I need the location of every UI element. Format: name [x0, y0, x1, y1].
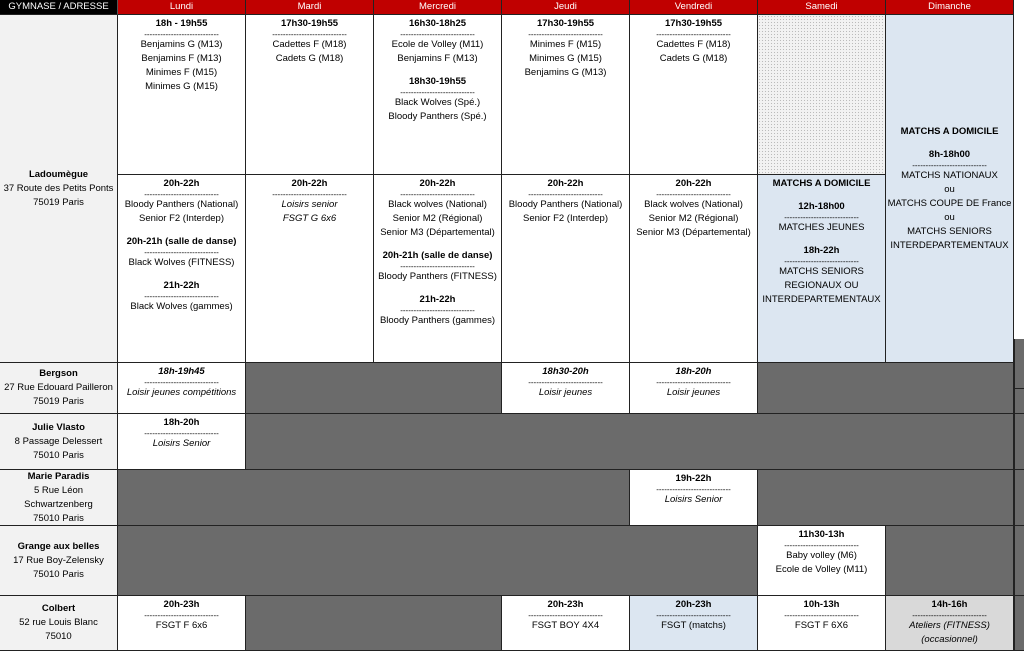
slot-activity: Minimes F (M15) — [145, 67, 218, 78]
slot-spacer — [118, 226, 245, 235]
slot-separator: ---------------------------- — [144, 430, 219, 437]
slot-separator: ---------------------------- — [912, 612, 987, 619]
slot-time: 14h-16h — [931, 599, 968, 610]
slot-time: 18h-20h — [163, 417, 200, 428]
slot-time: 18h - 19h55 — [155, 18, 208, 29]
slot-separator: ---------------------------- — [528, 379, 603, 386]
slot-activity: Senior M3 (Départemental) — [380, 227, 495, 238]
slot-time: 20h-21h (salle de danse) — [382, 250, 493, 261]
slot-ladoumegue-samedi-matches — [758, 175, 886, 363]
slot-time: 18h-19h45 — [158, 366, 205, 377]
slot-time: 16h30-18h25 — [408, 18, 467, 29]
slot-separator: ---------------------------- — [144, 31, 219, 38]
edge-stub — [1014, 470, 1024, 526]
slot-activity: FSGT F 6X6 — [794, 620, 849, 631]
header-day-jeudi: Jeudi — [502, 0, 630, 15]
slot-spacer — [374, 240, 501, 249]
slot-activity: Senior F2 (Interdep) — [522, 213, 608, 224]
slot-bergson-vendredi — [630, 363, 758, 414]
slot-activity: Loisirs Senior — [152, 438, 211, 449]
slot-separator: ---------------------------- — [272, 31, 347, 38]
gym-grange-aux-belles — [0, 526, 118, 596]
gym-address-line: 17 Rue Boy-Zelensky — [13, 554, 104, 566]
gym-address-line: 75010 Paris — [33, 568, 84, 580]
slot-colbert-jeudi — [502, 596, 630, 651]
slot-separator: ---------------------------- — [656, 486, 731, 493]
gym-address-line: 75010 Paris — [33, 449, 84, 461]
slot-time: 20h-23h — [547, 599, 584, 610]
gym-address-line: Schwartzenberg — [24, 498, 93, 510]
slot-ladoumegue-dimanche — [886, 15, 1014, 363]
slot-activity: Baby volley (M6) — [786, 550, 857, 561]
slot-separator: ---------------------------- — [528, 191, 603, 198]
slot-colbert-dimanche — [886, 596, 1014, 651]
slot-activity: Black Wolves (gammes) — [130, 301, 233, 312]
slot-activity: MATCHES JEUNES — [778, 222, 865, 233]
closed-marie-paradis-weekend — [758, 470, 1014, 526]
slot-separator: ---------------------------- — [784, 214, 859, 221]
slot-separator: ---------------------------- — [144, 249, 219, 256]
gym-address-line: 75010 — [45, 631, 72, 642]
closed-bergson-mardi-mercredi — [246, 363, 502, 414]
slot-time: 20h-22h — [419, 178, 456, 189]
slot-ladoumegue-mardi-afternoon — [246, 15, 374, 175]
slot-activity: Ateliers (FITNESS) — [909, 620, 990, 631]
header-day-vendredi: Vendredi — [630, 0, 758, 15]
edge-stub — [1014, 596, 1024, 651]
slot-separator: ---------------------------- — [656, 31, 731, 38]
slot-separator: ---------------------------- — [400, 307, 475, 314]
slot-time: 20h-21h (salle de danse) — [126, 236, 237, 247]
slot-activity: Black wolves (National) — [644, 199, 743, 210]
slot-activity: Senior F2 (Interdep) — [138, 213, 224, 224]
slot-separator: ---------------------------- — [272, 191, 347, 198]
closed-bergson-weekend — [758, 363, 1014, 414]
edge-stub — [1014, 526, 1024, 596]
slot-activity: Benjamins G (M13) — [140, 39, 223, 50]
gym-colbert — [0, 596, 118, 651]
slot-activity: MATCHS COUPE DE France — [887, 197, 1012, 209]
slot-time: 20h-22h — [675, 178, 712, 189]
slot-activity: INTERDEPARTEMENTAUX — [762, 294, 881, 305]
gym-name: Bergson — [39, 368, 78, 379]
slot-activity: REGIONAUX OU — [784, 280, 859, 291]
slot-activity: Bloody Panthers (National) — [124, 199, 239, 210]
slot-activity: Cadets G (M18) — [659, 53, 728, 64]
slot-separator: ---------------------------- — [784, 258, 859, 265]
slot-ladoumegue-jeudi-afternoon — [502, 15, 630, 175]
gym-address-line: 75010 Paris — [33, 512, 84, 524]
slot-ladoumegue-mercredi-afternoon — [374, 15, 502, 175]
slot-activity: Ecole de Volley (M11) — [391, 39, 484, 50]
slot-time: 12h-18h00 — [798, 201, 845, 212]
slot-spacer — [374, 66, 501, 75]
slot-julie-vlasto-lundi — [118, 414, 246, 470]
slot-activity: Loisirs Senior — [664, 494, 723, 505]
slot-separator: ---------------------------- — [912, 161, 987, 169]
slot-activity: MATCHS NATIONAUX — [901, 169, 998, 181]
slot-colbert-lundi — [118, 596, 246, 651]
slot-marie-paradis-vendredi — [630, 470, 758, 526]
slot-spacer — [374, 284, 501, 293]
slot-activity: INTERDEPARTEMENTAUX — [890, 239, 1009, 251]
slot-activity: Benjamins G (M13) — [524, 67, 607, 78]
slot-time: MATCHS A DOMICILE — [900, 125, 999, 137]
closed-grange-aux-belles-weekdays — [118, 526, 758, 596]
slot-spacer — [758, 191, 885, 200]
slot-time: 19h-22h — [675, 473, 712, 484]
slot-activity: Bloody Panthers (gammes) — [379, 315, 496, 326]
slot-colbert-vendredi — [630, 596, 758, 651]
slot-activity: Benjamins F (M13) — [141, 53, 222, 64]
slot-separator: ---------------------------- — [656, 191, 731, 198]
slot-activity: Bloody Panthers (FITNESS) — [378, 271, 497, 282]
slot-bergson-lundi — [118, 363, 246, 414]
slot-time: 18h-20h — [675, 366, 712, 377]
slot-time: 18h30-19h55 — [408, 76, 467, 87]
slot-activity: Minimes F (M15) — [529, 39, 602, 50]
slot-grange-aux-belles-samedi — [758, 526, 886, 596]
header-day-lundi: Lundi — [118, 0, 246, 15]
gym-ladoumegue — [0, 15, 118, 363]
slot-activity: Senior M2 (Régional) — [392, 213, 483, 224]
slot-activity: FSGT G 6x6 — [282, 213, 337, 224]
slot-ladoumegue-mercredi-evening — [374, 175, 502, 363]
slot-time: 20h-22h — [163, 178, 200, 189]
slot-activity: Black Wolves (Spé.) — [394, 97, 481, 108]
gym-address-line: 52 rue Louis Blanc — [19, 617, 98, 628]
gym-name: Marie Paradis — [27, 470, 90, 482]
gym-name: Julie Vlasto — [32, 421, 85, 433]
slot-activity: Loisir jeunes — [538, 387, 593, 398]
slot-separator: ---------------------------- — [400, 89, 475, 96]
gym-name: Colbert — [41, 603, 76, 614]
slot-activity: MATCHS SENIORS — [907, 225, 992, 237]
slot-time: 20h-23h — [163, 599, 200, 610]
gym-name: Ladoumègue — [28, 168, 89, 180]
slot-time: 17h30-19h55 — [536, 18, 595, 29]
slot-separator: ---------------------------- — [656, 379, 731, 386]
gym-address-line: 75019 Paris — [33, 196, 84, 208]
slot-activity: FSGT F 6x6 — [155, 620, 208, 631]
slot-spacer — [118, 270, 245, 279]
slot-time: 21h-22h — [163, 280, 200, 291]
slot-activity: (occasionnel) — [921, 634, 978, 645]
slot-activity: Senior M3 (Départemental) — [636, 227, 751, 238]
slot-activity: ou — [944, 211, 955, 223]
header-day-mercredi: Mercredi — [374, 0, 502, 15]
slot-activity: Minimes G (M15) — [529, 53, 602, 64]
slot-activity: Bloody Panthers (National) — [508, 199, 623, 210]
slot-separator: ---------------------------- — [144, 191, 219, 198]
slot-time: 8h-18h00 — [928, 148, 971, 160]
gym-address-line: 37 Route des Petits Ponts — [3, 182, 114, 194]
slot-colbert-samedi — [758, 596, 886, 651]
slot-time: 17h30-19h55 — [664, 18, 723, 29]
slot-activity: Loisir jeunes compétitions — [126, 387, 237, 398]
slot-time: 17h30-19h55 — [280, 18, 339, 29]
closed-grange-aux-belles-dimanche — [886, 526, 1014, 596]
slot-activity: Loisir jeunes — [666, 387, 721, 398]
gym-address-line: 5 Rue Léon — [33, 484, 84, 496]
slot-activity: Black wolves (National) — [388, 199, 487, 210]
gym-name: Grange aux belles — [17, 540, 100, 552]
slot-ladoumegue-vendredi-evening — [630, 175, 758, 363]
slot-activity: FSGT BOY 4X4 — [531, 620, 600, 631]
header-day-samedi: Samedi — [758, 0, 886, 15]
slot-time: 11h30-13h — [798, 529, 845, 540]
slot-ladoumegue-lundi-afternoon — [118, 15, 246, 175]
slot-activity: Ecole de Volley (M11) — [775, 564, 868, 575]
closed-marie-paradis-lundi-jeudi — [118, 470, 630, 526]
slot-separator: ---------------------------- — [144, 379, 219, 386]
gym-address-line: 8 Passage Delessert — [14, 435, 103, 447]
slot-activity: Minimes G (M15) — [145, 81, 218, 92]
slot-time: 20h-23h — [675, 599, 712, 610]
slot-time: 10h-13h — [803, 599, 840, 610]
edge-stub — [1014, 389, 1024, 414]
slot-time: MATCHS A DOMICILE — [772, 178, 871, 189]
slot-activity: MATCHS SENIORS — [779, 266, 864, 277]
slot-activity: Cadettes F (M18) — [272, 39, 347, 50]
slot-ladoumegue-jeudi-evening — [502, 175, 630, 363]
slot-activity: Black Wolves (FITNESS) — [128, 257, 235, 268]
closed-julie-vlasto-rest — [246, 414, 1014, 470]
header-day-mardi: Mardi — [246, 0, 374, 15]
slot-activity: Cadettes F (M18) — [656, 39, 731, 50]
slot-activity: Senior M2 (Régional) — [648, 213, 739, 224]
slot-time: 18h30-20h — [542, 366, 589, 377]
slot-activity: Cadets G (M18) — [275, 53, 344, 64]
slot-separator: ---------------------------- — [656, 612, 731, 619]
slot-ladoumegue-samedi-empty — [758, 15, 886, 175]
edge-stub — [1014, 339, 1024, 389]
slot-separator: ---------------------------- — [144, 293, 219, 300]
slot-bergson-jeudi — [502, 363, 630, 414]
closed-colbert-mardi-mercredi — [246, 596, 502, 651]
slot-activity: FSGT (matchs) — [661, 620, 726, 631]
header-gym-address: GYMNASE / ADRESSE — [0, 0, 118, 15]
slot-ladoumegue-lundi-evening — [118, 175, 246, 363]
slot-activity: Loisirs senior — [281, 199, 338, 210]
gym-bergson — [0, 363, 118, 414]
slot-separator: ---------------------------- — [400, 191, 475, 198]
gym-address-line: 27 Rue Edouard Pailleron — [4, 382, 113, 393]
gym-address-line: 75019 Paris — [33, 396, 84, 407]
slot-separator: ---------------------------- — [784, 542, 859, 549]
slot-activity: ou — [944, 183, 955, 195]
slot-ladoumegue-mardi-evening — [246, 175, 374, 363]
slot-separator: ---------------------------- — [144, 612, 219, 619]
gym-julie-vlasto — [0, 414, 118, 470]
slot-spacer — [758, 235, 885, 244]
slot-time: 20h-22h — [291, 178, 328, 189]
slot-separator: ---------------------------- — [400, 263, 475, 270]
slot-time: 21h-22h — [419, 294, 456, 305]
slot-separator: ---------------------------- — [400, 31, 475, 38]
slot-separator: ---------------------------- — [784, 612, 859, 619]
edge-stub — [1014, 414, 1024, 470]
slot-spacer — [886, 139, 1013, 148]
slot-activity: Bloody Panthers (Spé.) — [388, 111, 487, 122]
gym-marie-paradis — [0, 470, 118, 526]
slot-time: 18h-22h — [803, 245, 840, 256]
slot-separator: ---------------------------- — [528, 612, 603, 619]
slot-activity: Benjamins F (M13) — [397, 53, 478, 64]
slot-time: 20h-22h — [547, 178, 584, 189]
slot-ladoumegue-vendredi-afternoon — [630, 15, 758, 175]
header-day-dimanche: Dimanche — [886, 0, 1014, 15]
slot-separator: ---------------------------- — [528, 31, 603, 38]
